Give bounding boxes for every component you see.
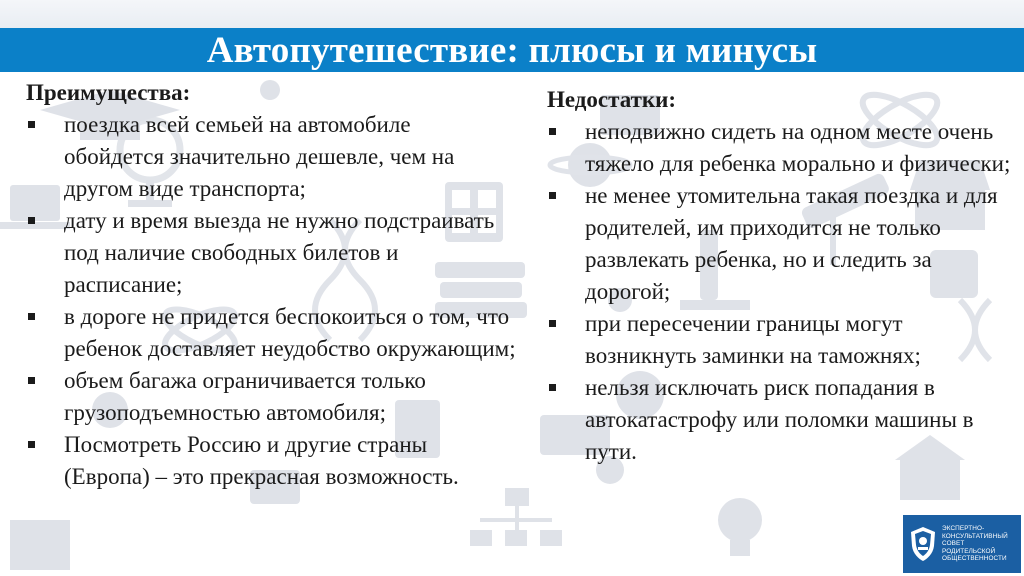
logo-line: ОБЩЕСТВЕННОСТИ <box>942 555 1007 563</box>
logo-line: РОДИТЕЛЬСКОЙ <box>942 547 996 555</box>
bullet-icon <box>549 320 556 327</box>
list-item <box>26 109 516 205</box>
list-item-text: неподвижно сидеть на одном месте очень тяжело для ребенка морально и физически; <box>585 119 1011 176</box>
list-item-text: поездка всей семьей на автомобиле обойдется значительно дешевле, чем на другом виде транспорта; <box>64 112 455 201</box>
advantages-section <box>26 78 516 493</box>
bullet-icon <box>28 441 35 448</box>
list-item <box>26 429 516 493</box>
list-item <box>547 116 1019 180</box>
list-item-text: нельзя исключать риск попадания в автокатастрофу или поломки машины в пути. <box>585 375 974 464</box>
bullet-icon <box>28 121 35 128</box>
list-item <box>547 372 1019 468</box>
logo-line: СОВЕТ <box>942 540 965 548</box>
disadvantages-heading: Недостатки: <box>547 87 677 112</box>
bullet-icon <box>549 384 556 391</box>
title-bar <box>0 28 1024 72</box>
list-item-text: при пересечении границы могут возникнуть заминки на таможнях; <box>585 311 921 368</box>
list-item-text: дату и время выезда не нужно подстраивать под наличие свободных билетов и расписание; <box>64 208 495 297</box>
list-item-text: объем багажа ограничивается только грузоподъемностью автомобиля; <box>64 368 426 425</box>
org-chart-icon <box>470 488 562 546</box>
list-item <box>26 205 516 301</box>
bullet-icon <box>28 377 35 384</box>
logo-line: КОНСУЛЬТАТИВНЫЙ <box>942 532 1008 540</box>
advantages-heading: Преимущества: <box>26 80 191 105</box>
list-item <box>547 308 1019 372</box>
logo-text <box>942 525 1008 563</box>
council-logo <box>903 515 1021 573</box>
bullet-icon <box>549 128 556 135</box>
list-item-text: не менее утомительна такая поездка и для родителей, им приходится не только развлекать ребенка, но и следить за дорогой; <box>585 183 998 304</box>
bullet-icon <box>28 217 35 224</box>
top-decor-strip <box>0 0 1024 30</box>
slide-title: Автопутешествие: плюсы и минусы <box>206 29 818 71</box>
shield-emblem-icon <box>909 526 937 562</box>
list-item-text: в дороге не придется беспокоиться о том, что ребенок доставляет неудобство окружающим; <box>64 304 516 361</box>
list-item <box>26 365 516 429</box>
disadvantages-list <box>547 116 1019 468</box>
bullet-icon <box>28 313 35 320</box>
list-item-text: Посмотреть Россию и другие страны (Европа) – это прекрасная возможность. <box>64 432 459 489</box>
disadvantages-section <box>547 85 1019 468</box>
list-item <box>26 301 516 365</box>
logo-line: ЭКСПЕРТНО- <box>942 525 985 533</box>
bullet-icon <box>549 192 556 199</box>
advantages-list <box>26 109 516 493</box>
list-item <box>547 180 1019 308</box>
